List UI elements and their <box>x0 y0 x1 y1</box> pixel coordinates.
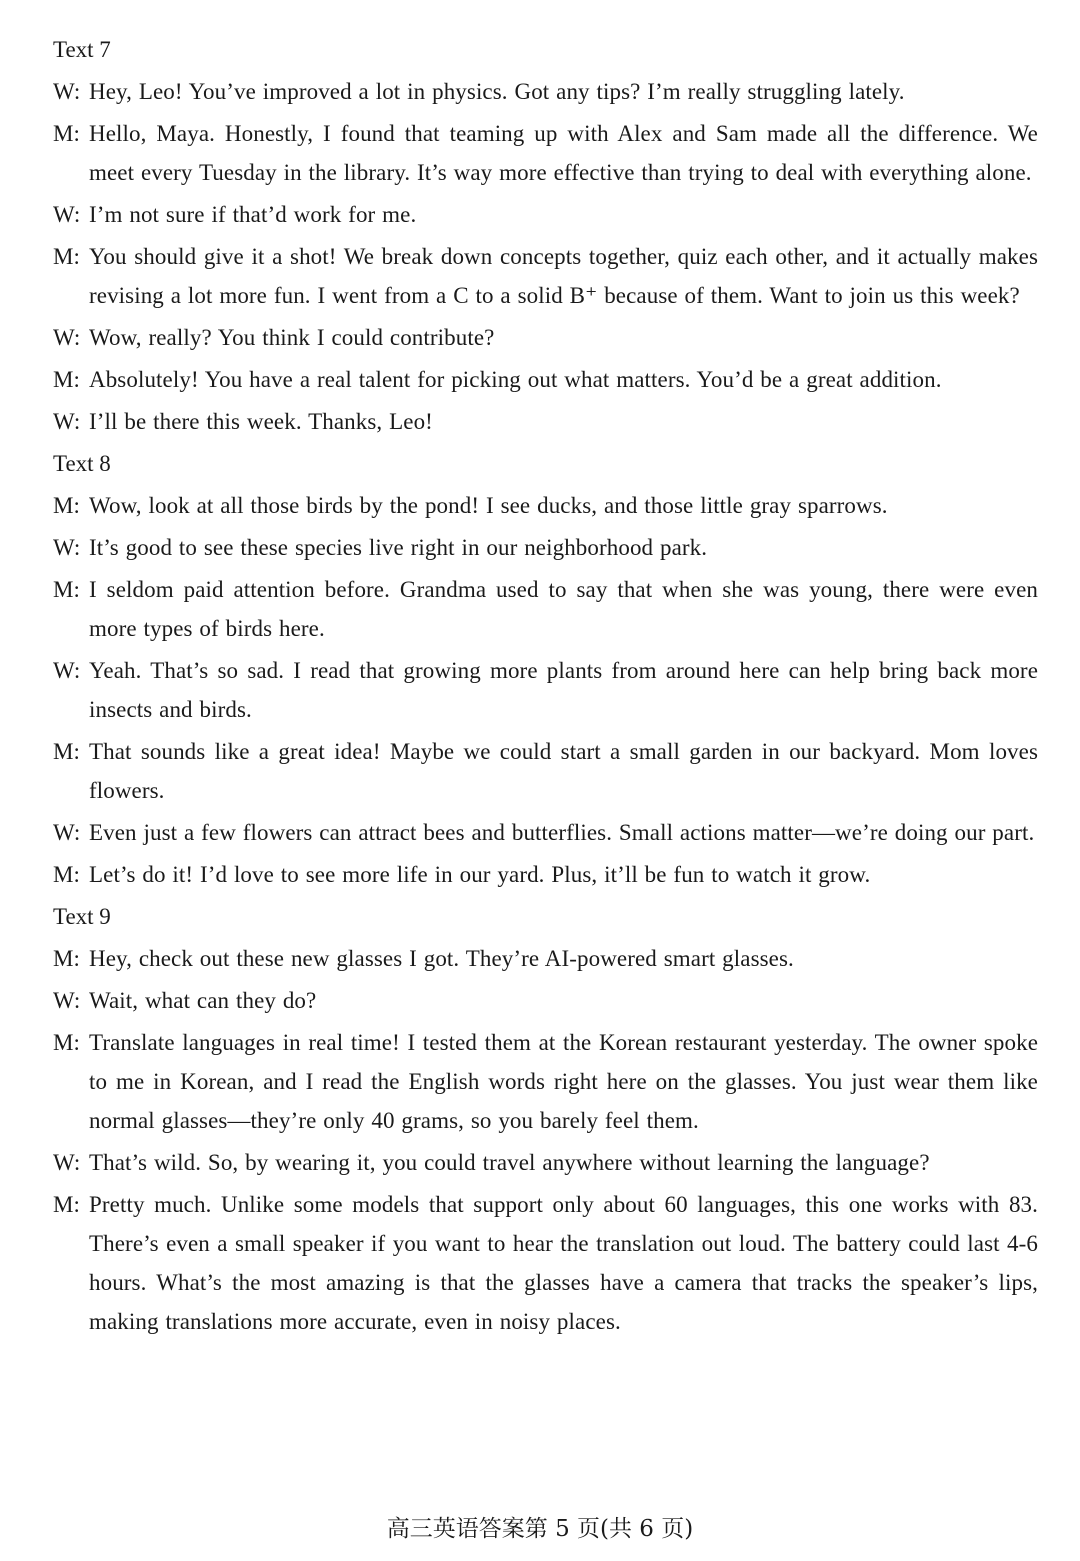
dialogue-turn <box>53 855 1038 894</box>
utterance-text: Hello, Maya. Honestly, I found that teaming up with Alex and Sam made all the difference. We meet every Tuesday in the library. It’s way more effective than trying to deal with everything alone. <box>89 121 1038 185</box>
utterance-text: It’s good to see these species live right in our neighborhood park. <box>89 535 708 560</box>
utterance-text: That’s wild. So, by wearing it, you could travel anywhere without learning the language? <box>89 1150 930 1175</box>
utterance-text: Let’s do it! I’d love to see more life in our yard. Plus, it’ll be fun to watch it grow. <box>89 862 871 887</box>
utterance-text: I’m not sure if that’d work for me. <box>89 202 417 227</box>
utterance-text: Yeah. That’s so sad. I read that growing more plants from around here can help bring back more insects and birds. <box>89 658 1038 722</box>
dialogue-turn <box>53 981 1038 1020</box>
section-title: Text 8 <box>53 451 111 476</box>
dialogue-turn <box>53 939 1038 978</box>
dialogue-turn <box>53 1143 1038 1182</box>
speaker-label: W: <box>53 658 81 683</box>
dialogue-turn <box>53 72 1038 111</box>
speaker-label: M: <box>53 367 80 392</box>
utterance-text: Wait, what can they do? <box>89 988 317 1013</box>
speaker-label: W: <box>53 409 81 434</box>
utterance-text: Absolutely! You have a real talent for picking out what matters. You’d be a great addition. <box>89 367 942 392</box>
utterance-text: Pretty much. Unlike some models that support only about 60 languages, this one works with 83. There’s even a small speaker if you want to hear the translation out loud. The battery could last 4-6 hours. What’s the most amazing is that the glasses have a camera that tracks the speaker’s lips, making translations more accurate, even in noisy places. <box>89 1192 1038 1334</box>
speaker-label: M: <box>53 1030 80 1055</box>
utterance-text: I’ll be there this week. Thanks, Leo! <box>89 409 433 434</box>
speaker-label: W: <box>53 820 81 845</box>
dialogue-turn <box>53 651 1038 729</box>
dialogue-turn <box>53 195 1038 234</box>
speaker-label: M: <box>53 577 80 602</box>
speaker-label: M: <box>53 493 80 518</box>
transcript-body <box>53 30 1038 1344</box>
dialogue-turn <box>53 732 1038 810</box>
dialogue-turn <box>53 318 1038 357</box>
dialogue-turn <box>53 1023 1038 1140</box>
utterance-text: Hey, Leo! You’ve improved a lot in physics. Got any tips? I’m really struggling lately. <box>89 79 905 104</box>
speaker-label: M: <box>53 121 80 146</box>
speaker-label: W: <box>53 535 81 560</box>
utterance-text: Hey, check out these new glasses I got. They’re AI-powered smart glasses. <box>89 946 794 971</box>
utterance-text: I seldom paid attention before. Grandma used to say that when she was young, there were even more types of birds here. <box>89 577 1038 641</box>
dialogue-turn <box>53 528 1038 567</box>
section-title: Text 7 <box>53 37 111 62</box>
dialogue-turn <box>53 237 1038 315</box>
speaker-label: W: <box>53 202 81 227</box>
speaker-label: W: <box>53 1150 81 1175</box>
page-footer: 高三英语答案第 5 页(共 6 页) <box>386 1516 694 1542</box>
speaker-label: M: <box>53 862 80 887</box>
section-title: Text 9 <box>53 904 111 929</box>
speaker-label: W: <box>53 79 81 104</box>
section-text-7 <box>53 30 1038 441</box>
utterance-text: Translate languages in real time! I tested them at the Korean restaurant yesterday. The owner spoke to me in Korean, and I read the English words right here on the glasses. You just wear them like normal glasses—they’re only 40 grams, so you barely feel them. <box>89 1030 1038 1133</box>
dialogue-turn <box>53 570 1038 648</box>
dialogue-turn <box>53 813 1038 852</box>
dialogue-turn <box>53 1185 1038 1341</box>
section-text-8 <box>53 444 1038 894</box>
dialogue-turn <box>53 114 1038 192</box>
dialogue-turn <box>53 360 1038 399</box>
speaker-label: M: <box>53 739 80 764</box>
utterance-text: Wow, look at all those birds by the pond! I see ducks, and those little gray sparrows. <box>89 493 888 518</box>
utterance-text: You should give it a shot! We break down concepts together, quiz each other, and it actually makes revising a lot more fun. I went from a C to a solid B⁺ because of them. Want to join us this week? <box>89 244 1038 308</box>
speaker-label: W: <box>53 325 81 350</box>
speaker-label: M: <box>53 1192 80 1217</box>
speaker-label: M: <box>53 244 80 269</box>
section-text-9 <box>53 897 1038 1341</box>
speaker-label: M: <box>53 946 80 971</box>
dialogue-turn <box>53 486 1038 525</box>
utterance-text: That sounds like a great idea! Maybe we could start a small garden in our backyard. Mom loves flowers. <box>89 739 1038 803</box>
utterance-text: Wow, really? You think I could contribute? <box>89 325 495 350</box>
utterance-text: Even just a few flowers can attract bees and butterflies. Small actions matter—we’re doing our part. <box>89 820 1035 845</box>
speaker-label: W: <box>53 988 81 1013</box>
dialogue-turn <box>53 402 1038 441</box>
